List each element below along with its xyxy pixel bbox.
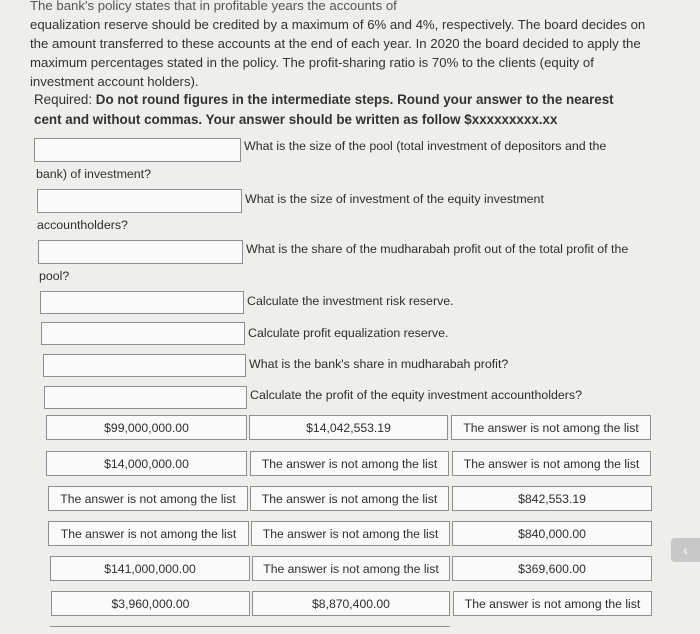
- option-r4-c3[interactable]: $840,000.00: [452, 521, 652, 546]
- option-r1-c2[interactable]: $14,042,553.19: [249, 415, 448, 440]
- answer-drop-box-6[interactable]: [43, 354, 246, 377]
- option-r5-c3[interactable]: $369,600.00: [452, 556, 652, 581]
- option-r3-c1[interactable]: The answer is not among the list: [48, 486, 248, 511]
- answer-drop-box-4[interactable]: [40, 291, 244, 314]
- option-r5-c1[interactable]: $141,000,000.00: [50, 556, 250, 581]
- required-label: Required:: [34, 92, 93, 107]
- intro-line-3: maximum percentages stated in the policy. The profit-sharing ratio is 70% to the clients (equity of: [30, 55, 594, 70]
- option-r1-c1[interactable]: $99,000,000.00: [46, 415, 247, 440]
- option-r6-c2[interactable]: $8,870,400.00: [252, 591, 450, 616]
- intro-paragraph: [30, 0, 680, 91]
- question-1-continuation: bank) of investment?: [36, 167, 152, 181]
- question-2-continuation: accountholders?: [37, 218, 128, 232]
- option-r2-c3[interactable]: The answer is not among the list: [452, 451, 651, 476]
- option-r4-c1[interactable]: The answer is not among the list: [48, 521, 249, 546]
- intro-line-2: the amount transferred to these accounts at the end of each year. In 2020 the board decided to apply the: [30, 36, 641, 51]
- answer-drop-box-3[interactable]: [38, 240, 243, 264]
- option-r3-c2[interactable]: The answer is not among the list: [250, 486, 449, 511]
- question-3-continuation: pool?: [39, 269, 70, 283]
- question-3-text: What is the share of the mudharabah profit out of the total profit of the: [246, 242, 629, 256]
- question-5-text: Calculate profit equalization reserve.: [248, 326, 449, 340]
- option-r6-c1[interactable]: $3,960,000.00: [51, 591, 250, 616]
- option-r2-c1[interactable]: $14,000,000.00: [46, 451, 247, 476]
- answer-drop-box-2[interactable]: [37, 189, 242, 213]
- question-2-text: What is the size of investment of the equity investment: [245, 192, 544, 206]
- question-7-text: Calculate the profit of the equity investment accountholders?: [250, 388, 582, 402]
- answer-drop-box-7[interactable]: [44, 386, 247, 409]
- answer-drop-box-1[interactable]: [34, 138, 241, 162]
- question-6-text: What is the bank's share in mudharabah profit?: [249, 357, 509, 371]
- option-r4-c2[interactable]: The answer is not among the list: [251, 521, 450, 546]
- intro-line-1: equalization reserve should be credited by a maximum of 6% and 4%, respectively. The board decides on: [30, 17, 646, 32]
- required-text-1: Do not round figures in the intermediate steps. Round your answer to the nearest: [95, 92, 614, 107]
- chevron-left-icon: ‹: [683, 542, 688, 558]
- option-r3-c3[interactable]: $842,553.19: [452, 486, 652, 511]
- intro-line-0: The bank's policy states that in profitable years the accounts of: [30, 0, 397, 13]
- option-r2-c2[interactable]: The answer is not among the list: [250, 451, 449, 476]
- question-4-text: Calculate the investment risk reserve.: [247, 294, 454, 308]
- side-tab[interactable]: [671, 538, 700, 562]
- intro-line-4: investment account holders).: [30, 74, 199, 89]
- question-1-text: What is the size of the pool (total investment of depositors and the: [244, 139, 607, 153]
- option-r6-c3[interactable]: The answer is not among the list: [453, 591, 652, 616]
- required-instructions: [34, 90, 684, 130]
- required-text-2: cent and without commas. Your answer should be written as follow $xxxxxxxxx.xx: [34, 112, 558, 127]
- option-r1-c3[interactable]: The answer is not among the list: [451, 415, 651, 440]
- option-r5-c2[interactable]: The answer is not among the list: [252, 556, 450, 581]
- answer-drop-box-5[interactable]: [41, 322, 245, 345]
